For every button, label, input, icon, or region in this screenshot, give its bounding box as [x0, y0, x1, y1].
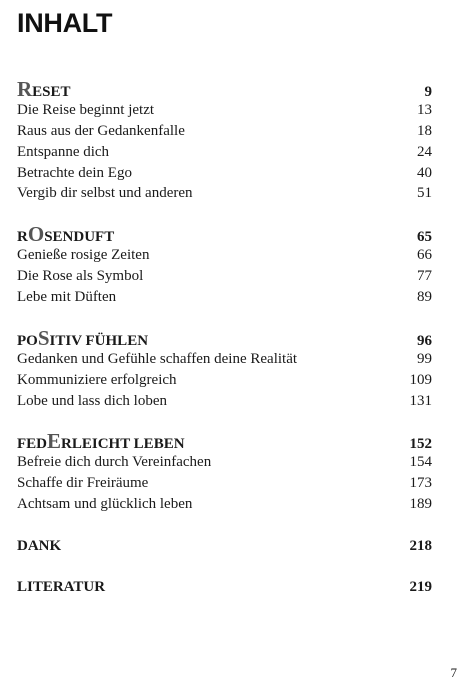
- toc-page-number: 219: [409, 579, 432, 595]
- toc-entry-title: Lebe mit Düften: [17, 289, 117, 305]
- toc-section-title: RESET: [17, 77, 71, 101]
- toc-entry: [17, 183, 432, 203]
- toc-page-number: 24: [417, 144, 432, 160]
- toc-page-number: 152: [409, 436, 432, 452]
- page-title: INHALT: [17, 8, 113, 38]
- toc-section-reset: [17, 79, 432, 99]
- toc-page-number: 40: [417, 165, 432, 181]
- toc-page-number: 77: [417, 268, 432, 284]
- toc-entry: [17, 349, 432, 369]
- toc-page-number: 173: [409, 475, 432, 491]
- toc-entry: [17, 142, 432, 162]
- toc-entry-title: Betrachte dein Ego: [17, 165, 132, 181]
- toc-page-number: 51: [417, 185, 432, 201]
- toc-entry-title: Lobe und lass dich loben: [17, 393, 167, 409]
- toc-page-number: 65: [417, 229, 432, 245]
- toc-entry-title: Gedanken und Gefühle schaffen deine Realität: [17, 351, 298, 367]
- toc-entry-title: Entspanne dich: [17, 144, 110, 160]
- toc-entry-title: Die Reise beginnt jetzt: [17, 102, 155, 118]
- toc-page-number: 99: [417, 351, 432, 367]
- toc-section-rosenduft: [17, 224, 432, 244]
- toc-page-number: 9: [424, 84, 432, 100]
- toc-entry-title: Befreie dich durch Vereinfachen: [17, 454, 212, 470]
- toc-entry-title: Raus aus der Gedankenfalle: [17, 123, 185, 139]
- toc-section-title: FEDERLEICHT LEBEN: [17, 429, 185, 453]
- toc-entry-title: Kommuniziere erfolgreich: [17, 372, 177, 388]
- toc-section-title: LITERATUR: [17, 579, 106, 595]
- toc-page-number: 154: [409, 454, 432, 470]
- toc-entry-title: Genieße rosige Zeiten: [17, 247, 150, 263]
- toc-page-number: 189: [409, 496, 432, 512]
- toc-entry: [17, 473, 432, 493]
- toc-entry: [17, 287, 432, 307]
- toc-section-title: DANK: [17, 538, 62, 554]
- toc-entry: [17, 452, 432, 472]
- toc-page-number: 131: [409, 393, 432, 409]
- toc-section-positiv-fuehlen: [17, 328, 432, 348]
- toc-entry: [17, 266, 432, 286]
- toc-section-title: ROSENDUFT: [17, 222, 115, 246]
- toc-entry: [17, 100, 432, 120]
- toc-section-dank: [17, 536, 432, 556]
- toc-entry: [17, 163, 432, 183]
- toc-entry-title: Vergib dir selbst und anderen: [17, 185, 193, 201]
- toc-page-number: 109: [409, 372, 432, 388]
- toc-entry-title: Achtsam und glücklich leben: [17, 496, 193, 512]
- page-number: 7: [450, 665, 457, 680]
- toc-entry: [17, 494, 432, 514]
- toc-page-number: 18: [417, 123, 432, 139]
- toc-page-number: 89: [417, 289, 432, 305]
- toc-entry: [17, 121, 432, 141]
- toc-page-number: 66: [417, 247, 432, 263]
- toc-section-title: POSITIV FÜHLEN: [17, 326, 149, 350]
- toc-entry: [17, 391, 432, 411]
- toc-entry-title: Die Rose als Symbol: [17, 268, 144, 284]
- toc-entry: [17, 370, 432, 390]
- toc-page-number: 96: [417, 333, 432, 349]
- toc-entry: [17, 245, 432, 265]
- toc-page-number: 13: [417, 102, 432, 118]
- toc-entry-title: Schaffe dir Freiräume: [17, 475, 149, 491]
- toc-page-number: 218: [409, 538, 432, 554]
- toc-section-federleicht-leben: [17, 431, 432, 451]
- toc-section-literatur: [17, 577, 432, 597]
